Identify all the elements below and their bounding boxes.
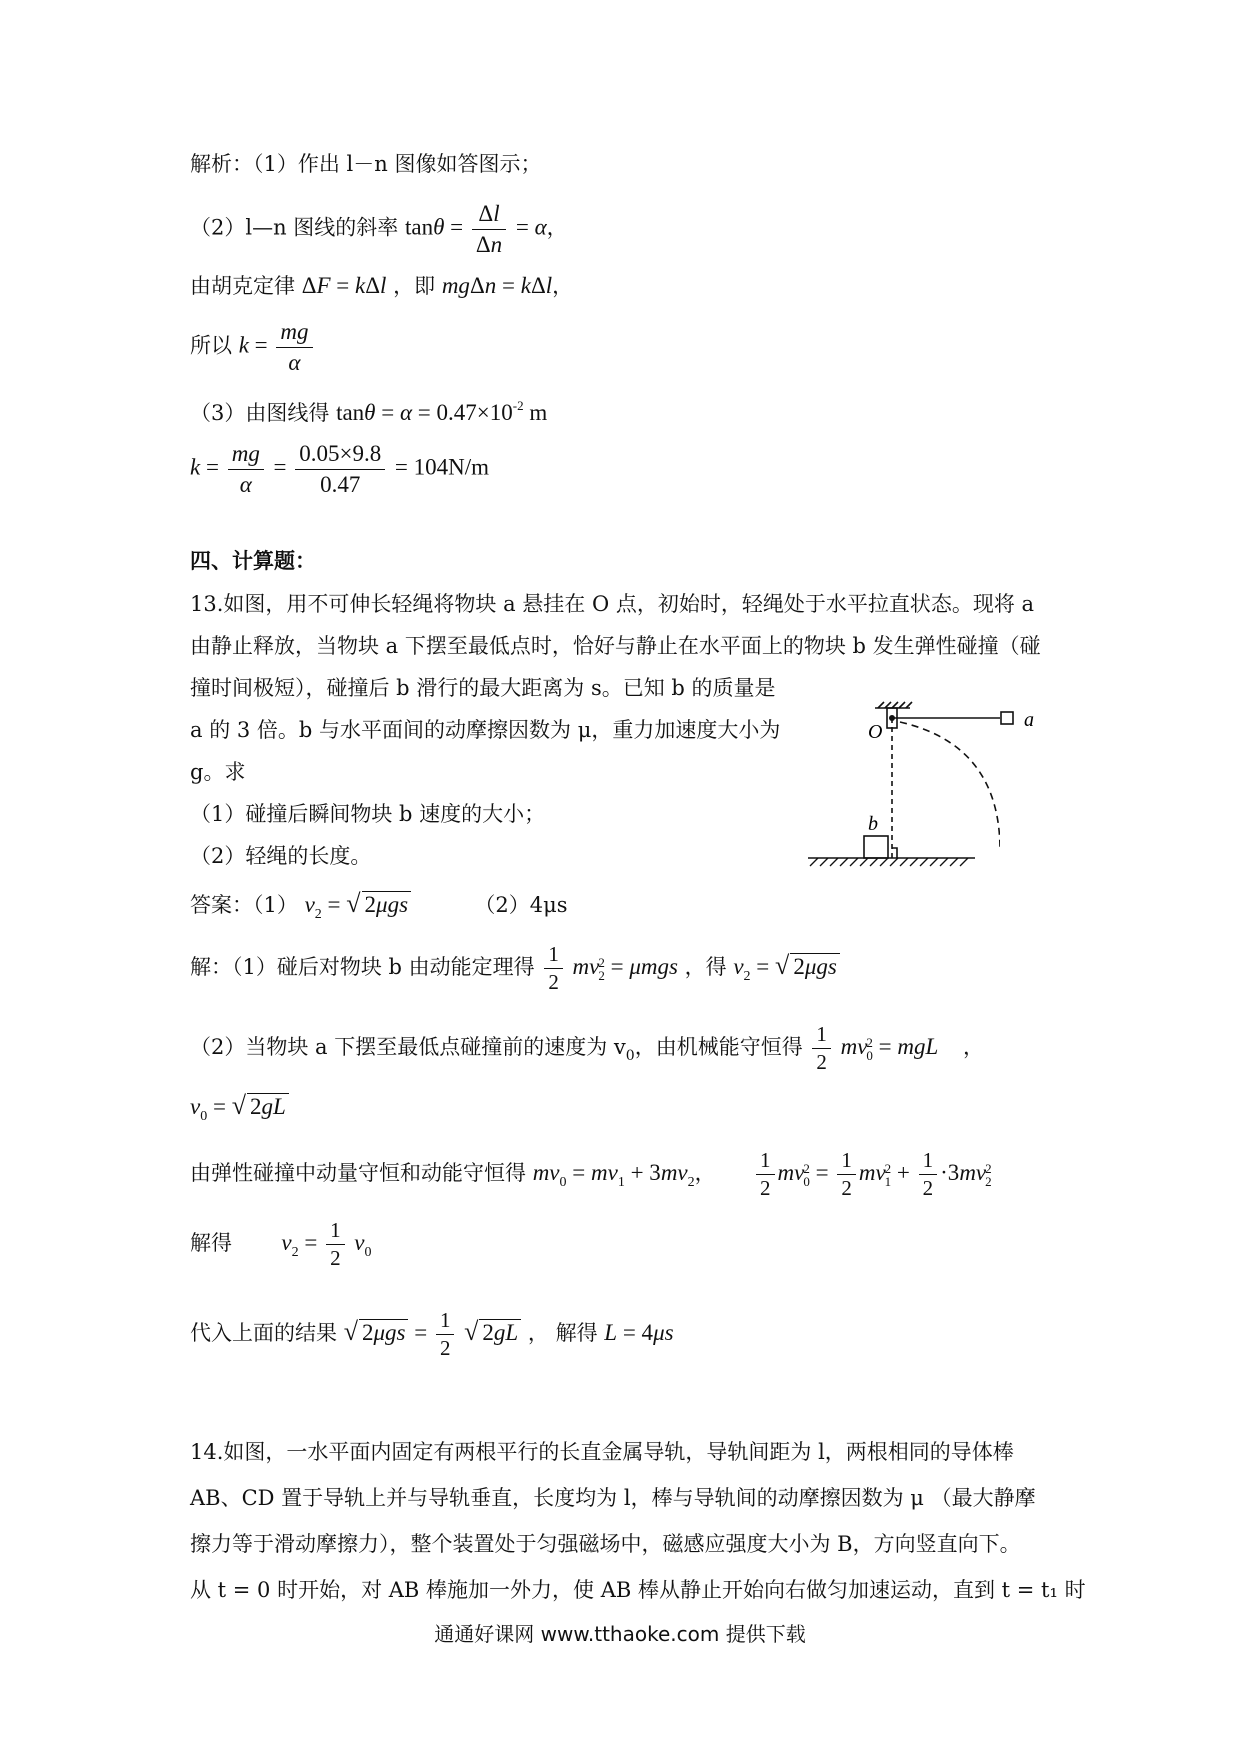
q14-line-2: AB、CD 置于导轨上并与导轨垂直，长度均为 l，棒与导轨间的动摩擦因数为 μ （最大静摩 — [190, 1486, 1036, 1510]
analysis-line-3: 由胡克定律 ΔF = kΔl ，即 mgΔn = kΔl， — [190, 273, 574, 298]
block-a — [1000, 700, 1050, 740]
section-heading: 四、计算题： — [190, 548, 316, 573]
label-b: b — [868, 813, 878, 835]
q13-line-1: 13.如图，用不可伸长轻绳将物块 a 悬挂在 O 点，初始时，轻绳处于水平拉直状态。现将 a — [190, 592, 1035, 616]
q13-line-2: 由静止释放，当物块 a 下摆至最低点时，恰好与静止在水平面上的物块 b 发生弹性碰撞（碰 — [190, 634, 1041, 658]
label-O: O — [868, 721, 883, 743]
answer-line: 答案：（1） $v_2$ = √ 2μgs （2）4μs — [190, 889, 568, 922]
analysis-line-2: （2）l—n 图线的斜率 tanθ = $\frac{\Delta l}{\Delta n}$ = α， — [190, 201, 568, 257]
label-a: a — [1024, 709, 1034, 731]
q14-line-1: 14.如图，一水平面内固定有两根平行的长直金属导轨，导轨间距为 l，两根相同的导体棒 — [190, 1440, 1014, 1464]
pendulum-diagram — [800, 700, 1000, 885]
q13-line-5: g。求 — [190, 760, 246, 784]
solution-line-2: （2）当物块 a 下摆至最低点碰撞前的速度为 $v_0$，由机械能守恒得 $\frac{1}{2}$ mv 2 0 = mgL ， — [190, 1022, 984, 1075]
solution-line-1: 解：（1）碰后对物块 b 由动能定理得 $\frac{1}{2}$ mv 2 2 = μmgs ，得 $v_2$ = √ 2μgs — [190, 942, 840, 995]
analysis-line-5: （3）由图线得 $\tan\theta = \alpha = 0.47\times 10^{-2}$ m — [190, 398, 548, 425]
q13-line-3: 撞时间极短），碰撞后 b 滑行的最大距离为 s。已知 b 的质量是 — [190, 676, 776, 700]
q14-line-4: 从 t = 0 时开始，对 AB 棒施加一外力，使 AB 棒从静止开始向右做匀加速运动，直到 t = t₁ 时 — [190, 1578, 1086, 1602]
q14-line-3: 擦力等于滑动摩擦力），整个装置处于匀强磁场中，磁感应强度大小为 B，方向竖直向下。 — [190, 1532, 1021, 1556]
solution-line-5: 解得 $v_2$ = $\frac{1}{2}$ $v_0$ — [190, 1218, 372, 1271]
page-footer: 通通好课网 www.tthaoke.com 提供下载 — [434, 1622, 806, 1646]
q13-line-6: （1）碰撞后瞬间物块 b 速度的大小； — [190, 802, 546, 826]
q13-line-4: a 的 3 倍。b 与水平面间的动摩擦因数为 μ，重力加速度大小为 — [190, 718, 781, 742]
analysis-line-1: 解析：（1）作出 l－n 图像如答图示； — [190, 152, 542, 176]
solution-line-3: $v_0$ = √ 2gL — [190, 1090, 289, 1126]
analysis-line-6: k = $\frac{mg}{\alpha}$ = $\frac{0.05\times 9.8}{0.47}$ = 104N/m — [190, 441, 490, 497]
solution-line-6: 代入上面的结果 √ 2μgs = $\frac{1}{2}$ √ 2gL ， 解得 L = 4μs — [190, 1308, 674, 1361]
solution-line-4: 由弹性碰撞中动量守恒和动能守恒得 $mv_0 = mv_1 + 3mv_2$， $\frac{1}{2}$ mv 2 0 = $\frac{1}{2}$ mv 2 1 + $\frac{1}{2}$ ·3mv 2 2 — [190, 1148, 992, 1201]
analysis-line-4: 所以 k = $\frac{mg}{\alpha}$ — [190, 318, 316, 376]
q13-line-7: （2）轻绳的长度。 — [190, 844, 372, 868]
